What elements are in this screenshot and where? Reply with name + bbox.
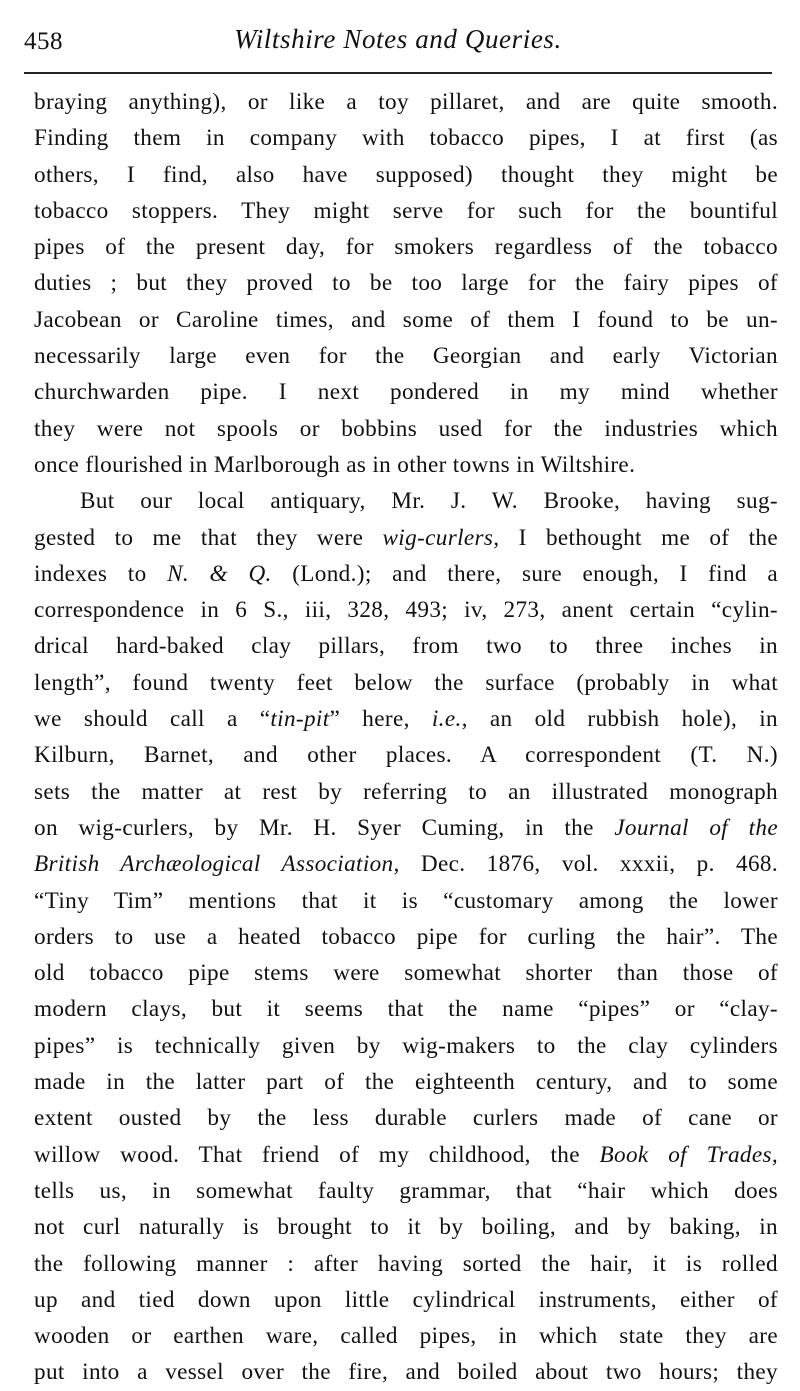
text-line: up and tied down upon little cylindrical instruments, either of xyxy=(34,1286,778,1313)
page-number: 458 xyxy=(24,28,63,55)
text-line: indexes to N. & Q. (Lond.); and there, sure enough, I find a xyxy=(34,560,779,587)
text-line: they were not spools or bobbins used for the industries which xyxy=(34,415,778,442)
text-line: pipes” is technically given by wig-makers to the clay cylinders xyxy=(34,1032,778,1059)
text-line: extent ousted by the less durable curlers made of cane or xyxy=(34,1105,778,1132)
text-line: wooden or earthen ware, called pipes, in which state they are xyxy=(34,1323,778,1350)
text-line: “Tiny Tim” mentions that it is “customary among the lower xyxy=(34,887,778,914)
text-line: others, I find, also have supposed) thought they might be xyxy=(34,161,778,188)
running-title: Wiltshire Notes and Queries. xyxy=(234,24,562,54)
italic-title: Book of Trades, xyxy=(599,1141,778,1168)
text-line: length”, found twenty feet below the surface (probably in what xyxy=(34,669,778,696)
text-line: not curl naturally is brought to it by boiling, and by baking, in xyxy=(34,1214,778,1241)
italic-title: Journal of the xyxy=(614,814,778,841)
text-line: braying anything), or like a toy pillaret, and are quite smooth. xyxy=(34,89,778,115)
italic-title: British Archæological Association, xyxy=(34,851,400,878)
text-line: churchwarden pipe. I next pondered in my mind whether xyxy=(34,379,778,406)
text-line: gested to me that they were wig-curlers, I bethought me of the xyxy=(34,524,778,551)
text-line: necessarily large even for the Georgian and early Victorian xyxy=(34,343,778,370)
text-line: Jacobean or Caroline times, and some of them I found to be un- xyxy=(34,306,778,333)
header-rule xyxy=(24,72,772,74)
paragraph-start-line: But our local antiquary, Mr. J. W. Brooke, having sug- xyxy=(80,488,778,515)
body-text xyxy=(34,84,778,1391)
text-line: orders to use a heated tobacco pipe for curling the hair”. The xyxy=(34,923,778,950)
text-line: Finding them in company with tobacco pipes, I at first (as xyxy=(34,125,778,152)
text-line: old tobacco pipe stems were somewhat shorter than those of xyxy=(34,960,778,987)
text-line: tobacco stoppers. They might serve for such for the bountiful xyxy=(34,197,778,224)
text-line: on wig-curlers, by Mr. H. Syer Cuming, in the Journal of the xyxy=(34,814,778,841)
italic-term: N. & Q. xyxy=(167,560,272,587)
text-line: British Archæological Association, Dec. 1876, vol. xxxii, p. 468. xyxy=(34,851,778,878)
text-line: tells us, in somewhat faulty grammar, that “hair which does xyxy=(34,1177,778,1204)
text-line: put into a vessel over the fire, and boiled about two hours; they xyxy=(34,1359,778,1386)
text-line: the following manner : after having sorted the hair, it is rolled xyxy=(34,1250,778,1277)
italic-term: i.e., xyxy=(431,706,468,733)
text-line: correspondence in 6 S., iii, 328, 493; iv, 273, anent certain “cylin- xyxy=(34,597,778,624)
text-line: pipes of the present day, for smokers regardless of the tobacco xyxy=(34,234,778,261)
text-line: Kilburn, Barnet, and other places. A correspondent (T. N.) xyxy=(34,742,778,769)
text-line: willow wood. That friend of my childhood, the Book of Trades, xyxy=(34,1141,778,1168)
text-line: modern clays, but it seems that the name “pipes” or “clay- xyxy=(34,996,778,1023)
page-header xyxy=(24,24,772,70)
text-line: drical hard-baked clay pillars, from two to three inches in xyxy=(34,633,778,660)
text-line: duties ; but they proved to be too large for the fairy pipes of xyxy=(34,270,778,297)
text-line: sets the matter at rest by referring to an illustrated monograph xyxy=(34,778,778,805)
text-line: we should call a “tin-pit” here, i.e., an old rubbish hole), in xyxy=(34,706,778,733)
text-line: made in the latter part of the eighteenth century, and to some xyxy=(34,1069,778,1096)
italic-term: tin-pit xyxy=(270,706,330,733)
italic-term: wig-curlers, xyxy=(382,524,500,551)
paragraph-end-line: once flourished in Marlborough as in other towns in Wiltshire. xyxy=(34,451,636,478)
